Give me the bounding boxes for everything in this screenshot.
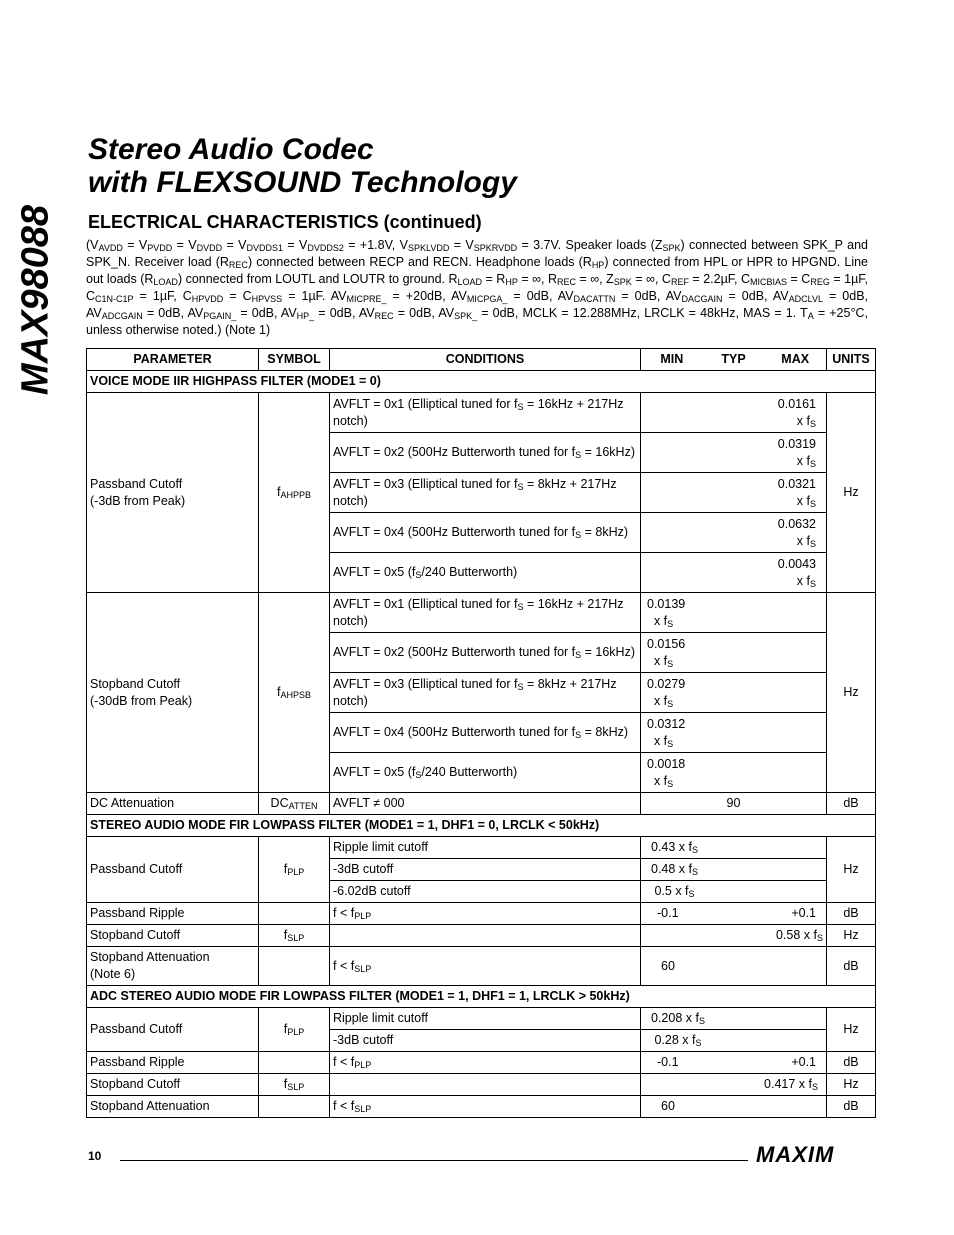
table-header-row bbox=[87, 349, 876, 371]
units-cell: Hz bbox=[827, 593, 876, 793]
cond-cell: AVFLT = 0x1 (Elliptical tuned for $f_S = 16kHz + 217Hz$ notch) bbox=[330, 593, 641, 633]
param-cell: Stopband Cutoff bbox=[87, 925, 259, 947]
cond-cell: AVFLT = 0x4 (500Hz Butterworth tuned for $f_S = 8kHz$) bbox=[330, 713, 641, 753]
max-cell: 0.0161 x $f_S$ bbox=[641, 393, 827, 433]
max-cell: 0.0319 x $f_S$ bbox=[641, 433, 827, 473]
cond-cell: AVFLT ≠ 000 bbox=[330, 793, 641, 815]
symbol-cell bbox=[259, 903, 330, 925]
test-conditions: ($V_{AVDD} = V_{PVDD} = V_{DVDD} = V_{DVDDS1} = V_{DVDDS2} = +1.8V$, $V_{SPKLVDD} = V_{SPKRVDD} = 3.7V$. Speaker loads $(Z_{SPK})$ connected between SPK_P and SPK_N. Receiver load $(R_{REC})$ connected between RECP and RECN. Headphone loads $(R_{HP})$ connected from HPL or HPR to HPGND. Line out loads $(R_{LOAD})$ connected from LOUTL and LOUTR to ground. $R_{LOAD} = R_{HP}$ = ∞, $R_{REC}$ = ∞, $Z_{SPK}$ = ∞, $C_{REF} = 2.2\mu F$, $C_{MICBIAS} = C_{REG} = 1\mu F$, $C_{C1N-C1P} = 1\mu F$, $C_{HPVDD} = C_{HPVSS} = 1\mu F$. $AV_{MICPRE\_} = +20dB$, $AV_{MICPGA\_} = 0dB$, $AV_{DACATTN} = 0dB$, $AV_{DACGAIN} = 0dB$, $AV_{ADCLVL} = 0dB$, $AV_{ADCGAIN} = 0dB$, $AV_{PGAIN\_} = 0dB$, $AV_{HP\_} = 0dB$, $AV_{REC} = 0dB$, $AV_{SPK\_} = 0dB$, MCLK = 12.288MHz, LRCLK = 48kHz, MAS = 1. $T_A = +25^\circ C$, unless otherwise noted.) (Note 1) bbox=[86, 238, 869, 337]
max-value: +0.1 bbox=[791, 1055, 817, 1069]
min-cell: 0.28 x $f_S$ bbox=[641, 1030, 827, 1052]
table-row bbox=[87, 903, 876, 925]
cond-cell bbox=[330, 1074, 641, 1096]
cond-cell: AVFLT = 0x2 (500Hz Butterworth tuned for $f_S = 16kHz$) bbox=[330, 633, 641, 673]
header-symbol: SYMBOL bbox=[259, 349, 330, 371]
spec-table bbox=[86, 348, 876, 1118]
units-cell: Hz bbox=[827, 837, 876, 903]
min-cell: 0.208 x $f_S$ bbox=[641, 1008, 827, 1030]
header-parameter: PARAMETER bbox=[87, 349, 259, 371]
table-row bbox=[87, 393, 876, 433]
table-row bbox=[87, 925, 876, 947]
symbol-cell: $f_{AHPPB}$ bbox=[259, 393, 330, 593]
table-row bbox=[87, 1096, 876, 1118]
symbol-cell: $f_{PLP}$ bbox=[259, 837, 330, 903]
param-cell: Stopband Attenuation (Note 6) bbox=[87, 947, 259, 986]
units-cell: Hz bbox=[827, 925, 876, 947]
min-cell: 0.5 x $f_S$ bbox=[641, 881, 827, 903]
min-max-cell bbox=[641, 903, 827, 925]
cond-cell: AVFLT = 0x1 (Elliptical tuned for $f_S = 16kHz + 217Hz$ notch) bbox=[330, 393, 641, 433]
cond-cell: -3dB cutoff bbox=[330, 1030, 641, 1052]
param-cell: DC Attenuation bbox=[87, 793, 259, 815]
section-row: ADC STEREO AUDIO MODE FIR LOWPASS FILTER (MODE1 = 1, DHF1 = 1, LRCLK > 50kHz) bbox=[87, 986, 876, 1008]
param-cell: Passband Ripple bbox=[87, 1052, 259, 1074]
max-cell: 0.58 x $f_S$ bbox=[641, 925, 827, 947]
max-cell: 0.417 x $f_S$ bbox=[641, 1074, 827, 1096]
min-cell: 60 bbox=[641, 1096, 827, 1118]
table-row bbox=[87, 1008, 876, 1030]
cond-cell: AVFLT = 0x2 (500Hz Butterworth tuned for $f_S = 16kHz$) bbox=[330, 433, 641, 473]
cond-cell: AVFLT = 0x5 ($f_S/240$ Butterworth) bbox=[330, 753, 641, 793]
param-cell: Stopband Attenuation bbox=[87, 1096, 259, 1118]
units-cell: Hz bbox=[827, 1074, 876, 1096]
cond-cell: AVFLT = 0x5 ($f_S/240$ Butterworth) bbox=[330, 553, 641, 593]
header-typ: TYP bbox=[721, 352, 746, 366]
header-max: MAX bbox=[781, 352, 810, 366]
title-line-2: with FLEXSOUND Technology bbox=[88, 166, 517, 199]
param-cell: Passband Cutoff bbox=[87, 837, 259, 903]
symbol-cell: $f_{SLP}$ bbox=[259, 925, 330, 947]
page-number: 10 bbox=[88, 1149, 102, 1163]
min-cell: 0.0018 x $f_S$ bbox=[641, 753, 827, 793]
param-cell: Passband Cutoff bbox=[87, 1008, 259, 1052]
units-cell: dB bbox=[827, 1052, 876, 1074]
side-part-number: MAX98088 bbox=[14, 204, 57, 396]
section-title: ELECTRICAL CHARACTERISTICS (continued) bbox=[88, 212, 482, 232]
max-cell: 0.0321 x $f_S$ bbox=[641, 473, 827, 513]
units-cell: dB bbox=[827, 793, 876, 815]
table-row bbox=[87, 593, 876, 633]
units-cell: dB bbox=[827, 1096, 876, 1118]
footer-divider bbox=[120, 1160, 748, 1161]
cond-cell: $f < f_{SLP}$ bbox=[330, 1096, 641, 1118]
cond-cell: AVFLT = 0x3 (Elliptical tuned for $f_S = 8kHz + 217Hz$ notch) bbox=[330, 673, 641, 713]
table-row bbox=[87, 837, 876, 859]
max-cell: 0.0632 x $f_S$ bbox=[641, 513, 827, 553]
document-title bbox=[88, 133, 517, 199]
min-cell: 60 bbox=[641, 947, 827, 986]
cond-cell: AVFLT = 0x4 (500Hz Butterworth tuned for $f_S = 8kHz$) bbox=[330, 513, 641, 553]
header-conditions: CONDITIONS bbox=[330, 349, 641, 371]
min-cell: 0.0279 x $f_S$ bbox=[641, 673, 827, 713]
cond-cell: $f < f_{PLP}$ bbox=[330, 1052, 641, 1074]
max-cell: 0.0043 x $f_S$ bbox=[641, 553, 827, 593]
header-min: MIN bbox=[660, 352, 684, 366]
table-row bbox=[87, 947, 876, 986]
units-cell: dB bbox=[827, 947, 876, 986]
min-cell: 0.0156 x $f_S$ bbox=[641, 633, 827, 673]
symbol-cell: $f_{SLP}$ bbox=[259, 1074, 330, 1096]
cond-cell: Ripple limit cutoff bbox=[330, 1008, 641, 1030]
table-row bbox=[87, 1074, 876, 1096]
title-line-1: Stereo Audio Codec bbox=[88, 133, 374, 166]
cond-cell: AVFLT = 0x3 (Elliptical tuned for $f_S = 8kHz + 217Hz$ notch) bbox=[330, 473, 641, 513]
param-cell: Passband Ripple bbox=[87, 903, 259, 925]
param-cell: Stopband Cutoff (-30dB from Peak) bbox=[87, 593, 259, 793]
min-value: -0.1 bbox=[657, 906, 679, 920]
min-cell: 0.43 x $f_S$ bbox=[641, 837, 827, 859]
param-cell: Stopband Cutoff bbox=[87, 1074, 259, 1096]
cond-cell: -3dB cutoff bbox=[330, 859, 641, 881]
header-min-typ-max bbox=[641, 349, 827, 371]
symbol-cell: $DC_{ATTEN}$ bbox=[259, 793, 330, 815]
symbol-cell bbox=[259, 1052, 330, 1074]
units-cell: Hz bbox=[827, 393, 876, 593]
min-cell: 0.0312 x $f_S$ bbox=[641, 713, 827, 753]
maxim-logo: MAXIM bbox=[756, 1142, 835, 1167]
cond-cell: Ripple limit cutoff bbox=[330, 837, 641, 859]
cond-cell: $f < f_{PLP}$ bbox=[330, 903, 641, 925]
min-cell: 0.0139 x $f_S$ bbox=[641, 593, 827, 633]
section-row: STEREO AUDIO MODE FIR LOWPASS FILTER (MODE1 = 1, DHF1 = 0, LRCLK < 50kHz) bbox=[87, 815, 876, 837]
header-units: UNITS bbox=[827, 349, 876, 371]
symbol-cell: $f_{AHPSB}$ bbox=[259, 593, 330, 793]
table-row bbox=[87, 1052, 876, 1074]
min-cell: 0.48 x $f_S$ bbox=[641, 859, 827, 881]
symbol-cell bbox=[259, 1096, 330, 1118]
table-row bbox=[87, 793, 876, 815]
param-cell: Passband Cutoff (-3dB from Peak) bbox=[87, 393, 259, 593]
typ-cell: 90 bbox=[641, 793, 827, 815]
cond-cell: -6.02dB cutoff bbox=[330, 881, 641, 903]
min-max-cell bbox=[641, 1052, 827, 1074]
cond-cell: $f < f_{SLP}$ bbox=[330, 947, 641, 986]
max-value: +0.1 bbox=[791, 906, 817, 920]
cond-cell bbox=[330, 925, 641, 947]
units-cell: Hz bbox=[827, 1008, 876, 1052]
symbol-cell: $f_{PLP}$ bbox=[259, 1008, 330, 1052]
min-value: -0.1 bbox=[657, 1055, 679, 1069]
units-cell: dB bbox=[827, 903, 876, 925]
symbol-cell bbox=[259, 947, 330, 986]
section-row: VOICE MODE IIR HIGHPASS FILTER (MODE1 = 0) bbox=[87, 371, 876, 393]
